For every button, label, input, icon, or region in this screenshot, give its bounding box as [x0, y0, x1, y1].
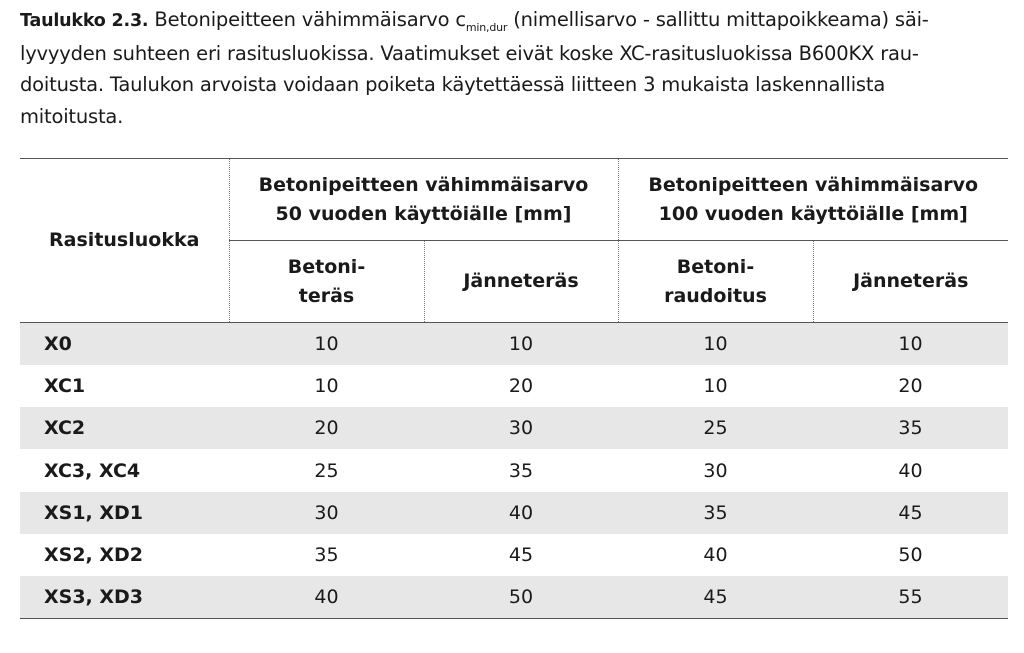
- value-cell: 10: [813, 323, 1008, 365]
- value-cell: 10: [618, 323, 813, 365]
- subheader-betoniraudoitus: [618, 241, 813, 323]
- group-header-50-line2: 50 vuoden käyttöiälle [mm]: [275, 202, 572, 225]
- value-cell: 40: [229, 576, 424, 618]
- subheader-line2: raudoitus: [664, 284, 767, 307]
- subheader-line1: Betoni-: [676, 255, 755, 278]
- caption-text-1a: Betonipeitteen vähimmäisarvo c: [148, 8, 466, 31]
- subheader-line1: Jänneteräs: [853, 270, 969, 292]
- caption-line-2: lyvyyden suhteen eri rasitusluokissa. Vaatimukset eivät koske XC-rasitusluokissa B600KX rau-: [20, 41, 919, 65]
- concrete-cover-table: [20, 158, 1008, 619]
- value-cell: 45: [508, 544, 534, 567]
- exposure-class-cell: X0: [20, 323, 229, 365]
- caption-line-3: doitusta. Taulukon arvoista voidaan poiketa käytettäessä liitteen 3 mukaista laskennallista: [20, 73, 886, 96]
- value-cell: 10: [424, 323, 618, 365]
- value-cell: 30: [424, 407, 618, 449]
- subheader-betoniteras: [229, 241, 424, 323]
- exposure-class-cell: XS2, XD2: [44, 544, 144, 567]
- value-cell: 20: [508, 374, 534, 397]
- value-cell: 45: [813, 492, 1008, 534]
- subheader-janneteras-50: [424, 241, 618, 323]
- value-cell: 40: [424, 492, 618, 534]
- group-header-100-line2: 100 vuoden käyttöiälle [mm]: [658, 202, 968, 225]
- exposure-class-cell: XS1, XD1: [20, 492, 229, 534]
- group-header-100-line1: Betonipeitteen vähimmäisarvo: [648, 173, 979, 196]
- subheader-janneteras-100: [813, 241, 1008, 323]
- value-cell: 10: [229, 323, 424, 365]
- value-cell: 50: [898, 544, 923, 567]
- value-cell: 40: [703, 544, 728, 567]
- value-cell: 20: [898, 374, 923, 397]
- subheader-line2: teräs: [298, 284, 355, 307]
- row-header-rasitusluokka: Rasitusluokka: [20, 159, 229, 323]
- table-row: [20, 407, 1008, 449]
- value-cell: 30: [703, 459, 728, 482]
- value-cell: 45: [618, 576, 813, 618]
- caption-text-1b: (nimellisarvo - sallittu mittapoikkeama) säi-: [507, 8, 929, 31]
- caption-subscript: min,dur: [465, 21, 508, 34]
- value-cell: 25: [618, 407, 813, 449]
- value-cell: 35: [813, 407, 1008, 449]
- value-cell: 55: [813, 576, 1008, 618]
- group-header-100-years: [618, 159, 1008, 241]
- value-cell: 35: [508, 459, 534, 482]
- caption-line-4: mitoitusta.: [20, 104, 124, 128]
- table-row: [20, 492, 1008, 534]
- value-cell: 35: [618, 492, 813, 534]
- subheader-line1: Betoni-: [287, 255, 366, 278]
- table-row: [20, 323, 1008, 365]
- subheader-line1: Jänneteräs: [463, 270, 579, 292]
- exposure-class-cell: XC3, XC4: [44, 459, 141, 482]
- caption-label: Taulukko 2.3.: [20, 11, 149, 31]
- table-row: [20, 534, 1008, 576]
- exposure-class-cell: XS3, XD3: [20, 576, 229, 618]
- value-cell: 35: [314, 544, 339, 567]
- value-cell: 25: [314, 459, 339, 482]
- value-cell: 10: [703, 374, 728, 397]
- exposure-class-cell: XC2: [20, 407, 229, 449]
- value-cell: 30: [229, 492, 424, 534]
- table-row: [20, 576, 1008, 618]
- caption-line-1: [20, 4, 1010, 38]
- table-caption: [20, 4, 1010, 132]
- value-cell: 20: [229, 407, 424, 449]
- table-row: [20, 365, 1008, 407]
- value-cell: 50: [424, 576, 618, 618]
- table-row: [20, 449, 1008, 491]
- group-header-50-years: [229, 159, 618, 241]
- group-header-50-line1: Betonipeitteen vähimmäisarvo: [258, 173, 589, 196]
- exposure-class-cell: XC1: [44, 374, 86, 397]
- value-cell: 10: [314, 374, 339, 397]
- value-cell: 40: [898, 459, 923, 482]
- header-row-groups: [20, 159, 1008, 241]
